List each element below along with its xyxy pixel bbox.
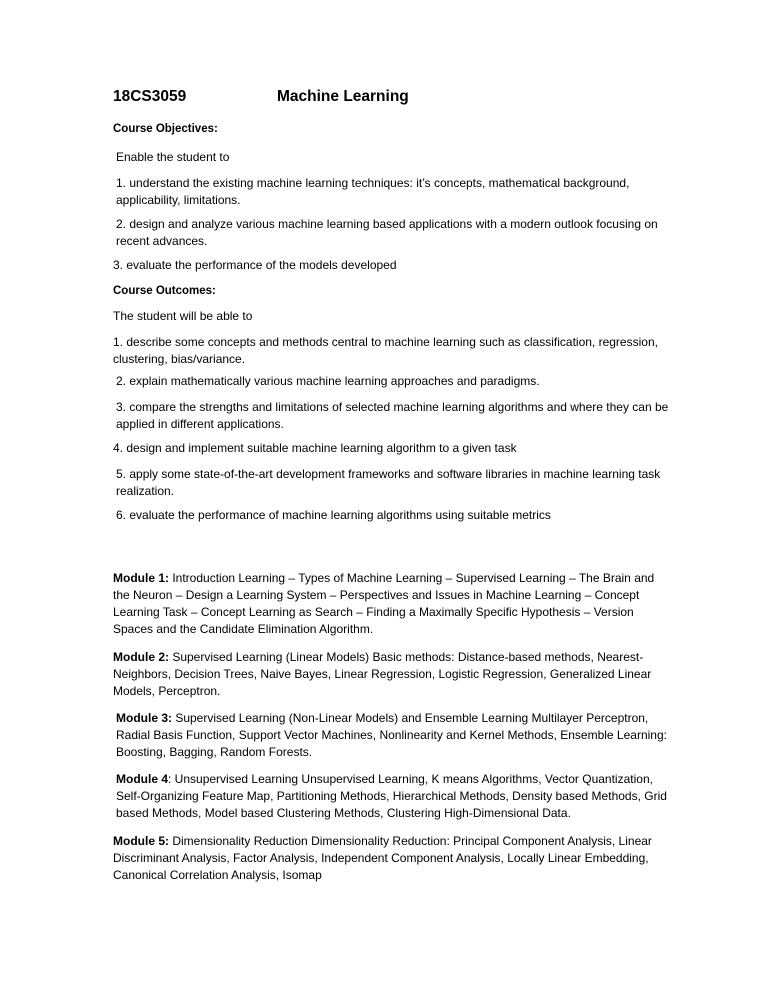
outcomes-intro: The student will be able to	[113, 309, 253, 323]
module-1	[113, 570, 669, 638]
module-text: Dimensionality Reduction Dimensionality Reduction: Principal Component Analysis, Linear Discriminant Analysis, Factor Analysis, Independent Component Analysis, Locally Linear Embedding, Canonical Correlation Analysis, Isomap	[113, 834, 652, 882]
outcome-item: 1. describe some concepts and methods central to machine learning such as classification, regression, clustering, bias/variance.	[113, 335, 658, 366]
outcome-item: 3. compare the strengths and limitations of selected machine learning algorithms and where they can be applied in different applications.	[116, 400, 669, 431]
objectives-heading: Course Objectives:	[113, 123, 218, 135]
module-label: Module 5:	[113, 834, 169, 848]
course-title: Machine Learning	[277, 88, 409, 105]
module-5	[113, 833, 669, 884]
course-code: 18CS3059	[113, 88, 187, 105]
module-text: : Unsupervised Learning Unsupervised Learning, K means Algorithms, Vector Quantization, Self-Organizing Feature Map, Partitioning Methods, Hierarchical Methods, Density based Methods, Grid based Methods, Model based Clustering Methods, Clustering High-Dimensional Data.	[116, 772, 667, 820]
module-text: Introduction Learning – Types of Machine Learning – Supervised Learning – The Brain and the Neuron – Design a Learning System – Perspectives and Issues in Machine Learning – Concept Learning Task – Concept Learning as Search – Finding a Maximally Specific Hypothesis – Version Spaces and the Candidate Elimination Algorithm.	[113, 571, 655, 636]
module-text: Supervised Learning (Linear Models) Basic methods: Distance-based methods, Nearest-Neighbors, Decision Trees, Naive Bayes, Linear Regression, Logistic Regression, Generalized Linear Models, Perceptron.	[113, 650, 652, 698]
module-label: Module 1:	[113, 571, 169, 585]
outcome-item: 6. evaluate the performance of machine learning algorithms using suitable metrics	[116, 508, 551, 522]
outcome-item: 5. apply some state-of-the-art development frameworks and software libraries in machine learning task realization.	[116, 467, 661, 498]
objective-item: 2. design and analyze various machine learning based applications with a modern outlook focusing on recent advances.	[116, 217, 658, 248]
objective-item: 3. evaluate the performance of the models developed	[113, 258, 397, 272]
module-4	[116, 771, 672, 822]
module-label: Module 3:	[116, 711, 172, 725]
outcome-item: 2. explain mathematically various machine learning approaches and paradigms.	[116, 374, 540, 388]
objectives-intro: Enable the student to	[116, 150, 230, 164]
module-3	[116, 710, 672, 761]
module-label: Module 4	[116, 772, 169, 786]
outcome-item: 4. design and implement suitable machine learning algorithm to a given task	[113, 441, 517, 455]
module-text: Supervised Learning (Non-Linear Models) and Ensemble Learning Multilayer Perceptron, Radial Basis Function, Support Vector Machines, Nonlinearity and Kernel Methods, Ensemble Learning: Boosting, Bagging, Random Forests.	[116, 711, 667, 759]
module-2	[113, 649, 669, 700]
module-label: Module 2:	[113, 650, 169, 664]
objective-item: 1. understand the existing machine learning techniques: it’s concepts, mathematical background, applicability, limitations.	[116, 176, 630, 207]
outcomes-heading: Course Outcomes:	[113, 285, 216, 297]
